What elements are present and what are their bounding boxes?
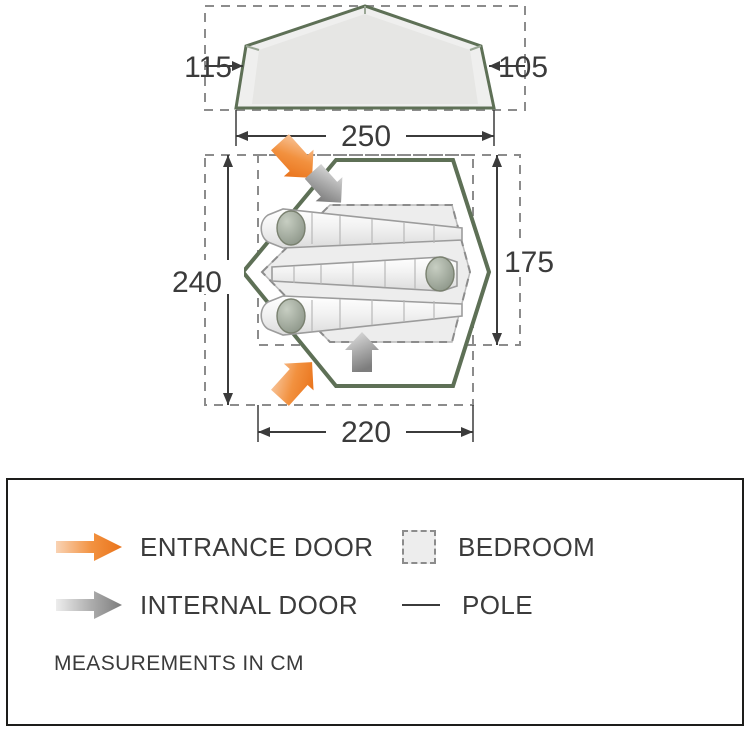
internal-door-arrow-icon <box>54 588 140 622</box>
dimension-depth-240 <box>170 155 244 405</box>
entrance-door-arrow-icon <box>54 530 140 564</box>
legend-row-1 <box>54 518 712 576</box>
dimension-label-250: 250 <box>340 120 392 153</box>
dimension-width-250 <box>236 110 494 153</box>
sleeping-bag-group <box>261 209 462 335</box>
legend-label-bedroom: BEDROOM <box>458 531 596 562</box>
dimension-width-220 <box>258 405 473 449</box>
legend-label-internal-door: INTERNAL DOOR <box>140 589 359 620</box>
legend-row-2 <box>54 576 712 634</box>
dimension-height-left <box>184 51 243 84</box>
legend-entry-bedroom <box>394 530 595 564</box>
dimension-depth-175 <box>492 155 576 345</box>
legend-label-entrance-door: ENTRANCE DOOR <box>140 531 374 562</box>
legend-rows <box>8 480 742 724</box>
dimension-height-right <box>489 51 548 84</box>
dimension-label-115: 115 <box>184 51 232 84</box>
dimension-label-220: 220 <box>340 416 392 449</box>
dimension-label-240: 240 <box>171 266 222 299</box>
legend-entry-internal-door <box>54 588 394 622</box>
side-elevation-group <box>184 6 548 153</box>
dimension-label-175: 175 <box>504 246 555 279</box>
floorplan-group <box>170 129 576 449</box>
legend-entry-entrance-door <box>54 530 394 564</box>
dimension-label-105: 105 <box>498 51 549 84</box>
pole-line-icon <box>402 604 440 606</box>
legend-entry-pole <box>394 590 533 621</box>
elevation-tent-body <box>236 6 494 108</box>
legend-panel <box>6 478 744 726</box>
bedroom-swatch-icon <box>402 530 436 564</box>
measurements-note: MEASUREMENTS IN CM <box>54 652 304 675</box>
legend-label-pole: POLE <box>462 589 533 620</box>
